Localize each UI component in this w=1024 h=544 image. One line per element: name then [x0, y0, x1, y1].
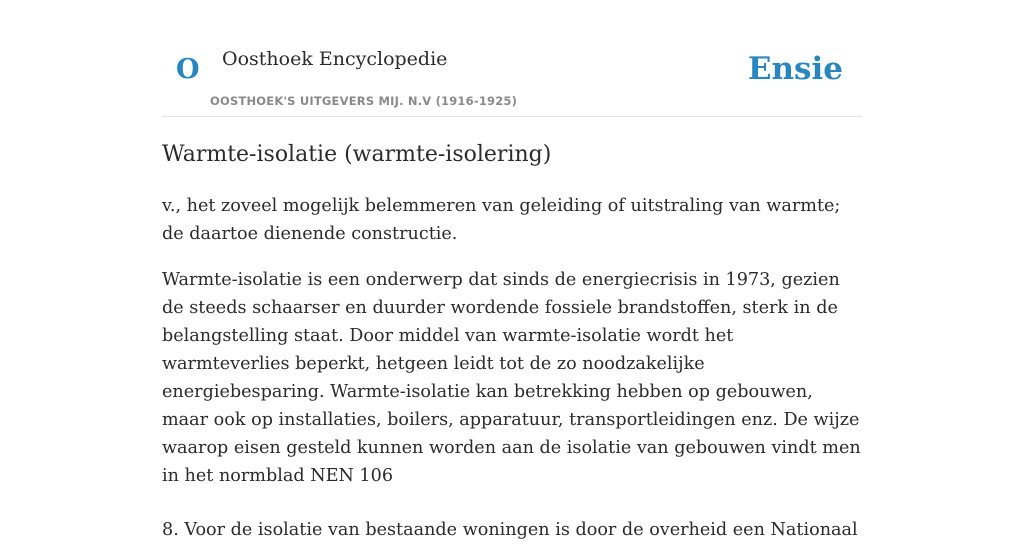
source-header	[162, 0, 862, 117]
source-logo-link[interactable]: O	[176, 54, 200, 85]
entry-body: Warmte-isolatie is een onderwerp dat sinds de energiecrisis in 1973, gezien de steeds schaarser en duurder wordende fossiele brandstoffen, sterk in de belangstelling staat. Door middel van warmte-isolatie wordt het warmteverlies beperkt, hetgeen leidt tot de zo noodzakelijke energiebesparing. Warmte-isolatie kan betrekking hebben op gebouwen, maar ook op installaties, boilers, apparatuur, transportleidingen enz. De wijze waarop eisen gesteld kunnen worden aan de isolatie van gebouwen vindt men in het normblad NEN 106	[162, 270, 861, 486]
publisher-label: OOSTHOEK'S UITGEVERS MIJ. N.V (1916-1925)	[210, 94, 518, 108]
entry-continuation: 8. Voor de isolatie van bestaande woningen is door de overheid een Nationaal	[162, 520, 858, 540]
entry-content	[162, 138, 862, 544]
source-title[interactable]: Oosthoek Encyclopedie	[222, 48, 448, 70]
ensie-logo-link[interactable]: Ensie	[747, 51, 843, 87]
entry-title: Warmte-isolatie (warmte-isolering)	[162, 142, 552, 167]
entry-definition: v., het zoveel mogelijk belemmeren van geleiding of uitstraling van warmte; de daartoe dienende constructie.	[162, 196, 841, 244]
